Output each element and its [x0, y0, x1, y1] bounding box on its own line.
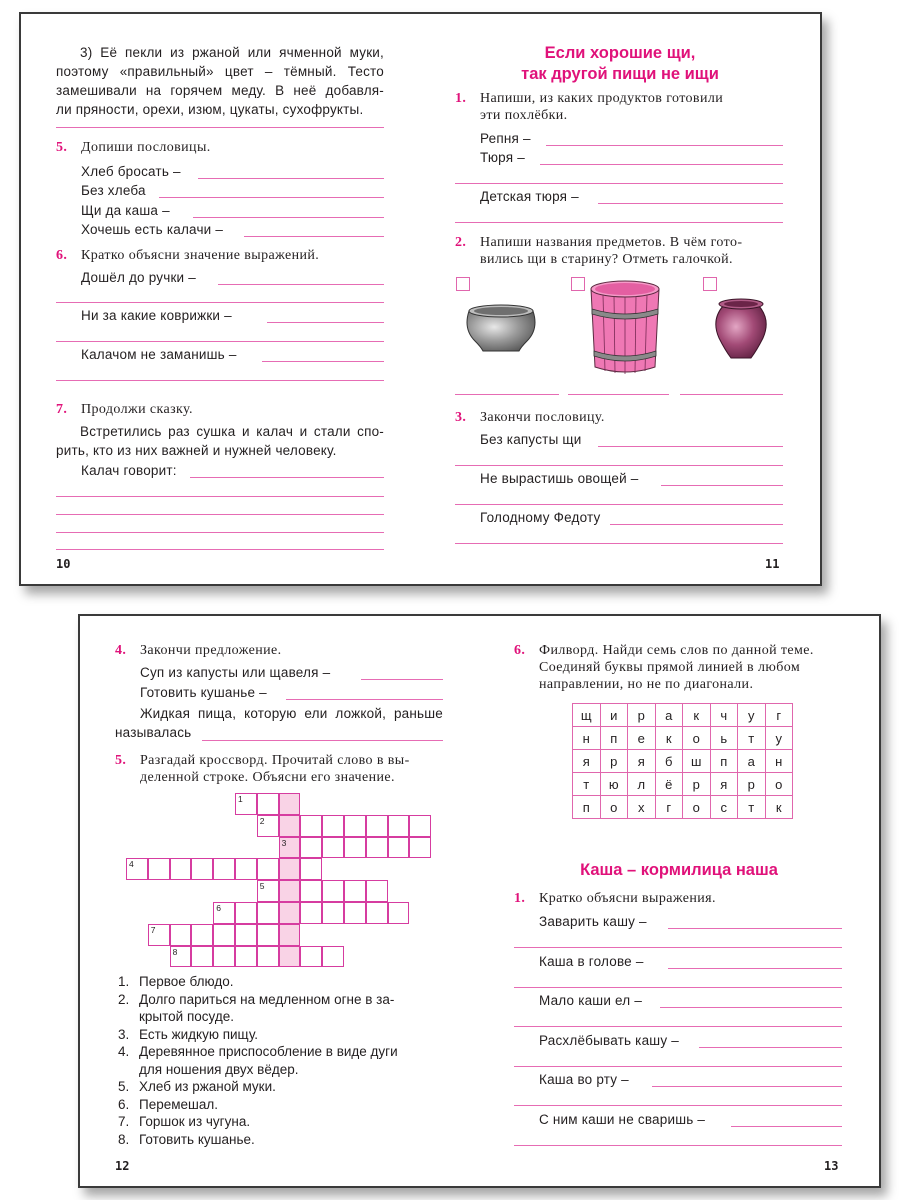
page-number: 12: [115, 1159, 130, 1173]
crossword-cell[interactable]: [170, 858, 192, 880]
proverb-prompt: Не вырастишь овощей –: [480, 471, 639, 486]
answer-line[interactable]: [56, 514, 384, 515]
task-text: Закончи предложение.: [140, 643, 282, 658]
crossword-cell[interactable]: [322, 902, 344, 924]
checkbox-wooden-tub[interactable]: [571, 277, 585, 291]
crossword-grid: [126, 793, 446, 973]
answer-line[interactable]: [610, 524, 783, 525]
crossword-clue: [118, 1026, 448, 1044]
task-text: эти похлёбки.: [480, 108, 568, 123]
expression-prompt: Калачом не заманишь –: [81, 347, 237, 362]
expression-prompt: Каша во рту –: [539, 1072, 629, 1087]
intro-line: замешивали на горячем меду. В неё добавля-: [56, 83, 384, 98]
proverb-prompt: Без хлеба: [81, 183, 146, 198]
clue-line: Готовить кушанье.: [139, 1131, 255, 1147]
proverb-prompt: Щи да каша –: [81, 203, 170, 218]
clue-number: 5.: [118, 1079, 130, 1094]
task-6-heading: [56, 247, 319, 264]
fillword-cell[interactable]: о: [765, 773, 793, 796]
fillword-cell[interactable]: с: [710, 796, 738, 819]
title-line: так другой пищи не ищи: [521, 65, 719, 83]
crossword-cell[interactable]: [191, 858, 213, 880]
intro-line: 3) Её пекли из ржаной или ячменной муки,: [80, 45, 384, 60]
crossword-clue-number: 1: [238, 794, 243, 804]
task-2-heading: [455, 234, 742, 268]
expression-prompt: Дошёл до ручки –: [81, 270, 196, 285]
answer-line[interactable]: [56, 496, 384, 497]
crossword-cell[interactable]: [300, 837, 322, 859]
answer-line[interactable]: [56, 549, 384, 550]
answer-line-object-1[interactable]: [455, 394, 559, 395]
sentence-line: Жидкая пища, которую ели ложкой, раньше: [140, 706, 443, 721]
intro-line: поэтому «правильный» цвет – тёмный. Тесто: [56, 64, 384, 79]
crossword-cell[interactable]: [257, 946, 279, 968]
proverb-prompt: Голодному Федоту: [480, 510, 601, 525]
crossword-cell[interactable]: [126, 858, 148, 880]
clue-text: [139, 991, 394, 1026]
fillword-cell[interactable]: к: [765, 796, 793, 819]
expression-prompt: Ни за какие коврижки –: [81, 308, 232, 323]
expression-prompt: С ним каши не сваришь –: [539, 1111, 706, 1127]
crossword-cell[interactable]: [366, 902, 388, 924]
task-1-heading: [514, 890, 716, 907]
clue-text: [139, 1043, 398, 1078]
crossword-cell[interactable]: [366, 880, 388, 902]
crossword-cell-highlighted[interactable]: [279, 858, 301, 880]
fillword-cell[interactable]: р: [738, 773, 766, 796]
fillword-row: [573, 750, 793, 773]
answer-line[interactable]: [56, 532, 384, 533]
task-3-heading: [455, 409, 605, 426]
fillword-cell[interactable]: п: [710, 750, 738, 773]
fillword-cell[interactable]: р: [600, 750, 628, 773]
crossword-cell[interactable]: [300, 880, 322, 902]
clue-line: Хлеб из ржаной муки.: [139, 1079, 276, 1094]
intro-text: [56, 43, 384, 119]
clue-number: 1.: [118, 974, 130, 989]
task-text: Закончи пословицу.: [480, 410, 605, 425]
answer-line[interactable]: [56, 127, 384, 128]
crossword-cell[interactable]: [191, 924, 213, 946]
clue-number: 2.: [118, 991, 130, 1007]
answer-line[interactable]: [202, 740, 443, 741]
crossword-cell[interactable]: [170, 924, 192, 946]
clue-text: [139, 1131, 255, 1149]
crossword-cell[interactable]: [213, 858, 235, 880]
expression-prompt: Каша в голове –: [539, 953, 644, 969]
wooden-tub-icon: [587, 279, 663, 379]
crossword-cell[interactable]: [170, 946, 192, 968]
dish-prompt: Репня –: [480, 131, 531, 146]
clue-text: [139, 1026, 258, 1044]
crossword-cell[interactable]: [322, 946, 344, 968]
crossword-cell[interactable]: [344, 837, 366, 859]
sentence-prompt: Готовить кушанье –: [140, 685, 267, 700]
fillword-cell[interactable]: я: [710, 773, 738, 796]
task-text: Допиши пословицы.: [81, 140, 211, 155]
fillword-cell[interactable]: ё: [655, 773, 683, 796]
answer-line[interactable]: [218, 284, 384, 285]
answer-line[interactable]: [598, 203, 783, 204]
fillword-cell[interactable]: т: [573, 773, 601, 796]
fillword-cell[interactable]: х: [628, 796, 656, 819]
cast-iron-pot-icon: [461, 299, 541, 359]
crossword-clue-number: 6: [216, 903, 221, 913]
answer-line[interactable]: [286, 699, 443, 700]
fillword-cell[interactable]: и: [600, 704, 628, 727]
crossword-clue: [118, 1131, 448, 1149]
task-number: 3.: [455, 410, 467, 425]
answer-line[interactable]: [598, 446, 783, 447]
sentence-prompt-long: [115, 704, 443, 742]
clue-line: Горшок из чугуна.: [139, 1114, 251, 1129]
clue-line: крытой посуде.: [139, 1009, 234, 1024]
proverb-prompt: Без капусты щи: [480, 432, 582, 447]
answer-line[interactable]: [731, 1126, 842, 1127]
task-text: Кратко объясни значение выражений.: [81, 248, 320, 263]
crossword-cell[interactable]: [213, 924, 235, 946]
clue-text: [139, 1096, 218, 1114]
answer-line[interactable]: [652, 1086, 842, 1087]
answer-line[interactable]: [198, 178, 384, 179]
task-6-heading: [514, 642, 814, 693]
answer-line[interactable]: [455, 465, 783, 466]
spread-pages-10-11: [19, 12, 822, 586]
answer-line[interactable]: [514, 947, 842, 948]
crossword-cell[interactable]: [257, 793, 279, 815]
crossword-cell[interactable]: [300, 946, 322, 968]
crossword-clue-number: 3: [281, 837, 287, 848]
answer-line[interactable]: [56, 302, 384, 303]
crossword-cell-highlighted[interactable]: [279, 880, 301, 902]
task-text: направлении, но не по диагонали.: [539, 677, 754, 692]
clue-line: Деревянное приспособление в виде дуги: [139, 1044, 398, 1059]
spread-pages-12-13: [78, 614, 881, 1188]
crossword-cell[interactable]: [235, 946, 257, 968]
crossword-cell[interactable]: [257, 924, 279, 946]
crossword-cell[interactable]: [366, 837, 388, 859]
task-4-heading: [115, 642, 282, 659]
task-text: Напиши названия предметов. В чём гото-: [480, 235, 743, 250]
crossword-clue-number: 2: [259, 815, 265, 826]
crossword-cell[interactable]: [322, 815, 344, 837]
fillword-cell[interactable]: г: [655, 796, 683, 819]
answer-line[interactable]: [660, 1007, 842, 1008]
fillword-cell[interactable]: а: [655, 704, 683, 727]
fillword-cell[interactable]: п: [573, 796, 601, 819]
crossword-cell[interactable]: [409, 837, 431, 859]
sentence-line: называлась: [115, 725, 192, 740]
fillword-cell[interactable]: о: [683, 796, 711, 819]
crossword-clue-number: 5: [259, 881, 265, 892]
fillword-cell[interactable]: л: [628, 773, 656, 796]
fillword-row: [573, 796, 793, 819]
crossword-cell[interactable]: [235, 902, 257, 924]
fillword-cell[interactable]: ш: [683, 750, 711, 773]
answer-line[interactable]: [262, 361, 384, 362]
task-text: Соединяй буквы прямой линией в любом: [539, 660, 801, 675]
fillword-cell[interactable]: р: [628, 704, 656, 727]
answer-line[interactable]: [361, 679, 443, 680]
fillword-cell[interactable]: р: [683, 773, 711, 796]
intro-line: ли пряности, орехи, изюм, цукаты, сухофрукты.: [56, 102, 364, 117]
crossword-cell[interactable]: [300, 902, 322, 924]
task-1-heading: [455, 90, 723, 124]
crossword-cell[interactable]: [388, 837, 410, 859]
fillword-cell[interactable]: ч: [710, 704, 738, 727]
story-line: рить, кто из них важней и нужней человеку.: [56, 443, 337, 458]
title-line: Если хорошие щи,: [544, 44, 696, 62]
crossword-clue: [118, 1078, 448, 1096]
crossword-cell[interactable]: [257, 902, 279, 924]
crossword-clue-number: 7: [150, 924, 156, 935]
sentence-prompt: Суп из капусты или щавеля –: [140, 665, 331, 680]
answer-line[interactable]: [514, 1145, 842, 1146]
fillword-cell[interactable]: я: [628, 750, 656, 773]
fillword-cell[interactable]: о: [683, 727, 711, 750]
section-title: Каша – кормилица наша: [580, 861, 778, 879]
fillword-cell[interactable]: у: [738, 704, 766, 727]
answer-line[interactable]: [514, 1066, 842, 1067]
task-number: 2.: [455, 235, 467, 250]
answer-line[interactable]: [668, 928, 843, 929]
answer-line[interactable]: [455, 183, 783, 184]
answer-line[interactable]: [668, 968, 843, 969]
page-number: 11: [765, 557, 780, 571]
task-text: Филворд. Найди семь слов по данной теме.: [539, 643, 814, 658]
fillword-row: [573, 727, 793, 750]
answer-line[interactable]: [546, 145, 783, 146]
answer-line-object-3[interactable]: [680, 394, 783, 395]
crossword-cell[interactable]: [148, 858, 170, 880]
task-text: Напиши, из каких продуктов готовили: [480, 91, 724, 106]
clue-number: 4.: [118, 1044, 130, 1059]
crossword-cell[interactable]: [344, 880, 366, 902]
crossword-cell[interactable]: [213, 902, 235, 924]
crossword-cell[interactable]: [344, 902, 366, 924]
task-number: 5.: [56, 140, 68, 155]
crossword-cell[interactable]: [257, 815, 279, 837]
crossword-clues: [118, 973, 448, 1148]
clue-number: 6.: [118, 1096, 130, 1112]
answer-line[interactable]: [455, 504, 783, 505]
crossword-cell[interactable]: [148, 924, 170, 946]
fillword-cell[interactable]: п: [600, 727, 628, 750]
crossword-cell-highlighted[interactable]: [279, 946, 301, 968]
fillword-cell[interactable]: у: [765, 727, 793, 750]
task-text: вились щи в старину? Отметь галочкой.: [480, 252, 733, 267]
clue-text: [139, 1113, 250, 1131]
expression-prompt: Расхлёбывать кашу –: [539, 1032, 679, 1048]
task-text: Продолжи сказку.: [81, 402, 193, 417]
task-number: 1.: [455, 91, 467, 106]
task-number: 5.: [115, 753, 127, 768]
crossword-cell-highlighted[interactable]: [279, 837, 301, 859]
checkbox-clay-pot[interactable]: [703, 277, 717, 291]
answer-line[interactable]: [455, 222, 783, 223]
task-text: Разгадай кроссворд. Прочитай слово в вы-: [140, 753, 410, 768]
answer-line-object-2[interactable]: [568, 394, 669, 395]
task-number: 1.: [514, 891, 526, 906]
answer-line[interactable]: [661, 485, 783, 486]
crossword-cell[interactable]: [235, 924, 257, 946]
crossword-cell[interactable]: [191, 946, 213, 968]
crossword-cell[interactable]: [409, 815, 431, 837]
crossword-clue: [118, 973, 448, 991]
fillword-cell[interactable]: ю: [600, 773, 628, 796]
crossword-clue-number: 8: [172, 946, 178, 957]
crossword-cell[interactable]: [322, 880, 344, 902]
crossword-cell[interactable]: [235, 858, 257, 880]
crossword-cell-highlighted[interactable]: [279, 793, 301, 815]
dish-prompt: Тюря –: [480, 150, 525, 165]
answer-line[interactable]: [56, 341, 384, 342]
answer-line[interactable]: [244, 236, 384, 237]
fillword-row: [573, 773, 793, 796]
task-number: 7.: [56, 402, 68, 417]
crossword-cell[interactable]: [300, 815, 322, 837]
crossword-clue: [118, 1043, 448, 1078]
task-number: 6.: [514, 643, 526, 658]
expression-prompt: Мало каши ел –: [539, 993, 643, 1008]
page-number: 10: [56, 557, 71, 571]
answer-line[interactable]: [699, 1047, 842, 1048]
fillword-cell[interactable]: т: [738, 727, 766, 750]
page-number: 13: [824, 1159, 839, 1173]
crossword-cell[interactable]: [300, 858, 322, 880]
crossword-cell[interactable]: [235, 793, 257, 815]
crossword-cell-highlighted[interactable]: [279, 902, 301, 924]
task-text: деленной строке. Объясни его значение.: [140, 770, 395, 785]
answer-line[interactable]: [455, 543, 783, 544]
clue-text: [139, 973, 233, 991]
fillword-cell[interactable]: г: [765, 704, 793, 727]
clue-text: [139, 1078, 276, 1096]
proverb-prompt: Хочешь есть калачи –: [81, 222, 224, 237]
crossword-cell-highlighted[interactable]: [279, 815, 301, 837]
answer-line[interactable]: [514, 1105, 842, 1106]
story-prompt: Калач говорит:: [81, 463, 177, 478]
task-number: 6.: [56, 248, 68, 263]
task-5-heading: [115, 752, 410, 786]
proverb-prompt: Хлеб бросать –: [81, 164, 181, 179]
crossword-cell[interactable]: [257, 880, 279, 902]
task-7-heading: [56, 401, 193, 418]
answer-line[interactable]: [190, 477, 384, 478]
answer-line[interactable]: [193, 217, 384, 218]
fillword-cell[interactable]: щ: [573, 704, 601, 727]
fillword-cell[interactable]: к: [655, 727, 683, 750]
clue-line: Первое блюдо.: [139, 974, 234, 989]
crossword-clue: [118, 1113, 448, 1131]
crossword-cell[interactable]: [344, 815, 366, 837]
fillword-cell[interactable]: я: [573, 750, 601, 773]
clue-line: Долго париться на медленном огне в за-: [139, 991, 395, 1007]
clue-line: для ношения двух вёдер.: [139, 1061, 299, 1077]
task-number: 4.: [115, 643, 127, 658]
crossword-cell[interactable]: [366, 815, 388, 837]
story-line: Встретились раз сушка и калач и стали спо-: [80, 424, 384, 439]
crossword-clue: [118, 991, 448, 1026]
fillword-cell[interactable]: к: [683, 704, 711, 727]
crossword-cell[interactable]: [388, 815, 410, 837]
checkbox-cast-iron-pot[interactable]: [456, 277, 470, 291]
answer-line[interactable]: [514, 987, 842, 988]
fillword-cell[interactable]: ь: [710, 727, 738, 750]
expression-prompt: Заварить кашу –: [539, 914, 647, 929]
crossword-cell[interactable]: [388, 902, 410, 924]
clue-line: Перемешал.: [139, 1096, 218, 1112]
answer-line[interactable]: [159, 197, 384, 198]
answer-line[interactable]: [267, 322, 384, 323]
crossword-clue: [118, 1096, 448, 1114]
story-text: [56, 422, 384, 460]
clue-number: 7.: [118, 1114, 130, 1129]
answer-line[interactable]: [56, 380, 384, 381]
clue-number: 3.: [118, 1026, 130, 1042]
page-title: [455, 43, 785, 85]
clay-pot-icon: [711, 294, 771, 364]
fillword-cell[interactable]: е: [628, 727, 656, 750]
fillword-cell[interactable]: а: [738, 750, 766, 773]
task-text: Кратко объясни выражения.: [539, 891, 716, 906]
fillword-cell[interactable]: н: [765, 750, 793, 773]
fillword-cell[interactable]: о: [600, 796, 628, 819]
crossword-cell-highlighted[interactable]: [279, 924, 301, 946]
fillword-cell[interactable]: н: [573, 727, 601, 750]
dish-prompt: Детская тюря –: [480, 189, 579, 204]
crossword-clue-number: 4: [129, 859, 134, 870]
answer-line[interactable]: [540, 164, 783, 165]
fillword-grid: [572, 703, 793, 819]
fillword-cell[interactable]: б: [655, 750, 683, 773]
clue-line: Есть жидкую пищу.: [139, 1026, 258, 1042]
crossword-cell[interactable]: [322, 837, 344, 859]
fillword-cell[interactable]: т: [738, 796, 766, 819]
crossword-cell[interactable]: [257, 858, 279, 880]
clue-number: 8.: [118, 1131, 130, 1147]
task-5-heading: [56, 139, 211, 156]
fillword-row: [573, 704, 793, 727]
crossword-cell[interactable]: [213, 946, 235, 968]
answer-line[interactable]: [514, 1026, 842, 1027]
